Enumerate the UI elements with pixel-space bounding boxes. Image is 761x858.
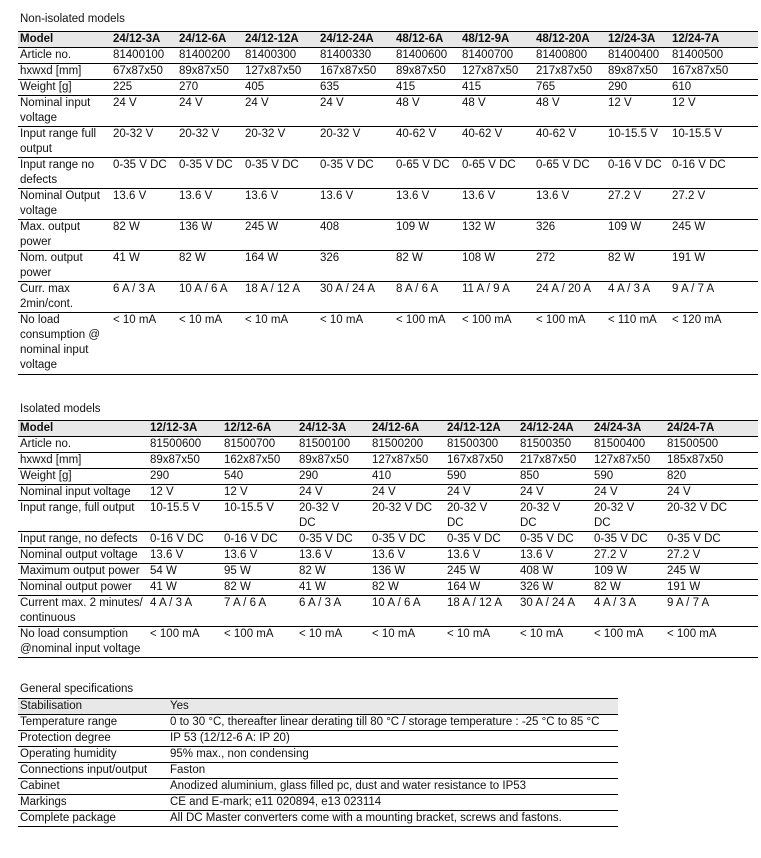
table-cell: < 100 mA: [460, 313, 534, 375]
table-cell: 10-15.5 V: [606, 127, 670, 158]
row-label: Nominal input voltage: [18, 96, 111, 127]
table-row: [18, 501, 758, 532]
table-cell: 127x87x50: [460, 64, 534, 80]
header-cell: 24/12-24A: [518, 421, 592, 437]
table-row: [18, 220, 758, 251]
table-cell: 81400330: [318, 48, 394, 64]
table-cell: 7 A / 6 A: [222, 596, 297, 627]
row-label: Input range full output: [18, 127, 111, 158]
table-cell: 81400700: [460, 48, 534, 64]
table-cell: 40-62 V: [534, 127, 606, 158]
table-cell: 4 A / 3 A: [606, 282, 670, 313]
table-row: [18, 580, 758, 596]
table-cell: 272: [534, 251, 606, 282]
header-row: [18, 32, 758, 48]
spec-label: Stabilisation: [18, 699, 168, 715]
table-row: [18, 282, 758, 313]
table-cell: 164 W: [445, 580, 518, 596]
table-cell: 20-32 V DC: [297, 501, 370, 532]
table-cell: 20-32 V DC: [665, 501, 758, 532]
table-cell: 0-16 V DC: [222, 532, 297, 548]
table-cell: 127x87x50: [243, 64, 318, 80]
table-cell: 30 A / 24 A: [518, 596, 592, 627]
table-cell: 127x87x50: [370, 453, 445, 469]
non-isolated-table: [18, 31, 758, 375]
general-title: General specifications: [20, 683, 134, 695]
table-cell: 89x87x50: [606, 64, 670, 80]
table-cell: 415: [394, 80, 460, 96]
table-cell: 11 A / 9 A: [460, 282, 534, 313]
row-label: No load consumption @ nominal input voltage: [18, 313, 111, 375]
table-cell: 13.6 V: [222, 548, 297, 564]
table-cell: 109 W: [394, 220, 460, 251]
table-cell: 81400500: [670, 48, 758, 64]
row-label: Weight [g]: [18, 469, 148, 485]
spec-label: Temperature range: [18, 715, 168, 731]
table-cell: 89x87x50: [148, 453, 222, 469]
table-cell: 0-35 V DC: [297, 532, 370, 548]
row-label: Nominal output power: [18, 580, 148, 596]
header-cell: 12/12-3A: [148, 421, 222, 437]
table-cell: < 110 mA: [606, 313, 670, 375]
table-cell: 24 V: [445, 485, 518, 501]
spec-value: 95% max., non condensing: [168, 747, 618, 763]
header-cell: 48/12-20A: [534, 32, 606, 48]
isolated-title: Isolated models: [20, 403, 101, 415]
table-cell: 81400800: [534, 48, 606, 64]
spec-row: [18, 699, 618, 715]
table-row: [18, 313, 758, 375]
table-cell: < 100 mA: [534, 313, 606, 375]
table-cell: 40-62 V: [394, 127, 460, 158]
table-cell: 20-32 V DC: [445, 501, 518, 532]
table-cell: 24 V: [518, 485, 592, 501]
table-row: [18, 548, 758, 564]
table-cell: 0-16 V DC: [670, 158, 758, 189]
table-cell: 109 W: [592, 564, 665, 580]
table-cell: 81500700: [222, 437, 297, 453]
table-row: [18, 532, 758, 548]
table-cell: 167x87x50: [445, 453, 518, 469]
table-cell: 9 A / 7 A: [670, 282, 758, 313]
table-cell: 290: [297, 469, 370, 485]
header-cell: 48/12-9A: [460, 32, 534, 48]
table-cell: 20-32 V DC: [592, 501, 665, 532]
table-cell: 136 W: [370, 564, 445, 580]
table-cell: 18 A / 12 A: [445, 596, 518, 627]
row-label: hxwxd [mm]: [18, 453, 148, 469]
spec-label: Markings: [18, 795, 168, 811]
table-row: [18, 48, 758, 64]
table-row: [18, 453, 758, 469]
table-cell: 81400100: [111, 48, 177, 64]
table-cell: < 10 mA: [297, 627, 370, 658]
spec-row: [18, 795, 618, 811]
table-cell: 108 W: [460, 251, 534, 282]
table-cell: < 100 mA: [222, 627, 297, 658]
spec-label: Protection degree: [18, 731, 168, 747]
table-cell: 13.6 V: [445, 548, 518, 564]
table-cell: 0-35 V DC: [370, 532, 445, 548]
table-cell: 245 W: [670, 220, 758, 251]
table-cell: 164 W: [243, 251, 318, 282]
table-cell: 13.6 V: [148, 548, 222, 564]
row-label: Input range, no defects: [18, 532, 148, 548]
table-cell: 191 W: [665, 580, 758, 596]
table-cell: 225: [111, 80, 177, 96]
table-cell: 0-35 V DC: [592, 532, 665, 548]
table-cell: 590: [592, 469, 665, 485]
table-cell: 0-35 V DC: [243, 158, 318, 189]
table-cell: < 120 mA: [670, 313, 758, 375]
table-cell: 41 W: [297, 580, 370, 596]
table-row: [18, 127, 758, 158]
table-cell: 6 A / 3 A: [111, 282, 177, 313]
table-cell: < 10 mA: [318, 313, 394, 375]
table-cell: 24 V: [592, 485, 665, 501]
table-cell: 9 A / 7 A: [665, 596, 758, 627]
spec-label: Connections input/output: [18, 763, 168, 779]
table-cell: 82 W: [394, 251, 460, 282]
table-cell: 12 V: [606, 96, 670, 127]
table-cell: 290: [148, 469, 222, 485]
table-cell: 6 A / 3 A: [297, 596, 370, 627]
table-cell: 10 A / 6 A: [370, 596, 445, 627]
header-row: [18, 421, 758, 437]
table-cell: 81500600: [148, 437, 222, 453]
table-row: [18, 437, 758, 453]
header-cell: Model: [18, 421, 148, 437]
row-label: Weight [g]: [18, 80, 111, 96]
table-cell: 0-35 V DC: [445, 532, 518, 548]
table-row: [18, 596, 758, 627]
table-cell: 820: [665, 469, 758, 485]
row-label: Article no.: [18, 48, 111, 64]
spec-label: Operating humidity: [18, 747, 168, 763]
spec-value: All DC Master converters come with a mounting bracket, screws and fastons.: [168, 811, 618, 827]
table-row: [18, 158, 758, 189]
table-cell: 82 W: [222, 580, 297, 596]
table-cell: 82 W: [177, 251, 243, 282]
spec-value: CE and E-mark; e11 020894, e13 023114: [168, 795, 618, 811]
table-cell: 89x87x50: [394, 64, 460, 80]
table-cell: 167x87x50: [670, 64, 758, 80]
spec-value: IP 53 (12/12-6 A: IP 20): [168, 731, 618, 747]
table-cell: 67x87x50: [111, 64, 177, 80]
row-label: Nom. output power: [18, 251, 111, 282]
table-cell: 850: [518, 469, 592, 485]
spec-row: [18, 731, 618, 747]
table-cell: 10-15.5 V: [670, 127, 758, 158]
table-cell: 245 W: [445, 564, 518, 580]
table-cell: 136 W: [177, 220, 243, 251]
row-label: Nominal output voltage: [18, 548, 148, 564]
table-cell: 217x87x50: [518, 453, 592, 469]
header-cell: 12/12-6A: [222, 421, 297, 437]
header-cell: 24/12-3A: [297, 421, 370, 437]
table-cell: 0-16 V DC: [606, 158, 670, 189]
table-cell: 0-16 V DC: [148, 532, 222, 548]
table-cell: 27.2 V: [592, 548, 665, 564]
table-cell: 41 W: [111, 251, 177, 282]
table-cell: 13.6 V: [534, 189, 606, 220]
table-cell: < 10 mA: [445, 627, 518, 658]
row-label: Nominal input voltage: [18, 485, 148, 501]
table-cell: 12 V: [222, 485, 297, 501]
table-cell: 0-35 V DC: [177, 158, 243, 189]
table-row: [18, 251, 758, 282]
table-cell: 13.6 V: [243, 189, 318, 220]
table-cell: 326 W: [518, 580, 592, 596]
table-cell: 405: [243, 80, 318, 96]
table-cell: 95 W: [222, 564, 297, 580]
table-cell: 12 V: [670, 96, 758, 127]
table-cell: 48 V: [460, 96, 534, 127]
spec-value: Yes: [168, 699, 618, 715]
header-cell: 24/12-12A: [243, 32, 318, 48]
table-cell: 0-65 V DC: [394, 158, 460, 189]
table-cell: 185x87x50: [665, 453, 758, 469]
general-table: [18, 698, 618, 827]
spec-row: [18, 779, 618, 795]
table-row: [18, 64, 758, 80]
row-label: Nominal Output voltage: [18, 189, 111, 220]
table-row: [18, 564, 758, 580]
table-cell: 40-62 V: [460, 127, 534, 158]
table-cell: 20-32 V: [243, 127, 318, 158]
table-cell: 191 W: [670, 251, 758, 282]
table-cell: 13.6 V: [518, 548, 592, 564]
table-cell: 245 W: [243, 220, 318, 251]
table-cell: 132 W: [460, 220, 534, 251]
table-cell: 13.6 V: [177, 189, 243, 220]
table-cell: 27.2 V: [606, 189, 670, 220]
table-cell: 109 W: [606, 220, 670, 251]
table-row: [18, 485, 758, 501]
isolated-table: [18, 420, 758, 658]
spec-value: Faston: [168, 763, 618, 779]
table-cell: 326: [534, 220, 606, 251]
table-cell: < 10 mA: [243, 313, 318, 375]
table-row: [18, 96, 758, 127]
spec-row: [18, 747, 618, 763]
table-cell: 89x87x50: [177, 64, 243, 80]
table-cell: 20-32 V: [111, 127, 177, 158]
table-cell: 24 V: [177, 96, 243, 127]
header-cell: 24/24-3A: [592, 421, 665, 437]
table-cell: 13.6 V: [318, 189, 394, 220]
table-cell: 41 W: [148, 580, 222, 596]
row-label: hxwxd [mm]: [18, 64, 111, 80]
row-label: Input range no defects: [18, 158, 111, 189]
table-cell: 81400200: [177, 48, 243, 64]
table-cell: < 10 mA: [111, 313, 177, 375]
table-cell: 82 W: [297, 564, 370, 580]
table-cell: 162x87x50: [222, 453, 297, 469]
table-cell: 408 W: [518, 564, 592, 580]
row-label: Article no.: [18, 437, 148, 453]
header-cell: 24/12-6A: [177, 32, 243, 48]
table-cell: 81500500: [665, 437, 758, 453]
table-cell: 54 W: [148, 564, 222, 580]
table-cell: 13.6 V: [111, 189, 177, 220]
table-row: [18, 469, 758, 485]
table-cell: 610: [670, 80, 758, 96]
table-cell: 82 W: [111, 220, 177, 251]
table-row: [18, 627, 758, 658]
row-label: Max. output power: [18, 220, 111, 251]
non-isolated-title: Non-isolated models: [20, 13, 125, 25]
table-cell: 290: [606, 80, 670, 96]
spec-label: Cabinet: [18, 779, 168, 795]
table-cell: 217x87x50: [534, 64, 606, 80]
spec-row: [18, 715, 618, 731]
table-cell: 13.6 V: [370, 548, 445, 564]
header-cell: 24/24-7A: [665, 421, 758, 437]
header-cell: 24/12-12A: [445, 421, 518, 437]
table-cell: 8 A / 6 A: [394, 282, 460, 313]
table-cell: 326: [318, 251, 394, 282]
header-cell: 12/24-3A: [606, 32, 670, 48]
table-cell: 81500300: [445, 437, 518, 453]
table-cell: 27.2 V: [670, 189, 758, 220]
table-cell: 81400400: [606, 48, 670, 64]
table-cell: 20-32 V DC: [518, 501, 592, 532]
table-cell: < 100 mA: [394, 313, 460, 375]
row-label: No load consumption @nominal input voltage: [18, 627, 148, 658]
table-cell: 635: [318, 80, 394, 96]
table-cell: 27.2 V: [665, 548, 758, 564]
table-cell: 0-65 V DC: [460, 158, 534, 189]
table-cell: < 100 mA: [665, 627, 758, 658]
table-cell: 0-35 V DC: [665, 532, 758, 548]
row-label: Input range, full output: [18, 501, 148, 532]
header-cell: 24/12-24A: [318, 32, 394, 48]
table-cell: 20-32 V: [318, 127, 394, 158]
header-cell: 24/12-6A: [370, 421, 445, 437]
table-cell: 0-35 V DC: [111, 158, 177, 189]
table-cell: 30 A / 24 A: [318, 282, 394, 313]
table-cell: 540: [222, 469, 297, 485]
table-cell: 82 W: [606, 251, 670, 282]
table-cell: 18 A / 12 A: [243, 282, 318, 313]
table-cell: < 100 mA: [592, 627, 665, 658]
table-cell: 10-15.5 V: [148, 501, 222, 532]
header-cell: 48/12-6A: [394, 32, 460, 48]
table-cell: 81500100: [297, 437, 370, 453]
table-cell: 415: [460, 80, 534, 96]
table-cell: 81500350: [518, 437, 592, 453]
header-cell: 24/12-3A: [111, 32, 177, 48]
table-cell: < 10 mA: [177, 313, 243, 375]
table-cell: 82 W: [592, 580, 665, 596]
spec-value: 0 to 30 °C, thereafter linear derating till 80 °C / storage temperature : -25 °C to 85 °C: [168, 715, 618, 731]
header-cell: 12/24-7A: [670, 32, 758, 48]
table-row: [18, 189, 758, 220]
table-cell: < 10 mA: [370, 627, 445, 658]
table-cell: 81500400: [592, 437, 665, 453]
row-label: Curr. max 2min/cont.: [18, 282, 111, 313]
table-cell: 24 V: [111, 96, 177, 127]
table-cell: 24 V: [665, 485, 758, 501]
table-cell: 4 A / 3 A: [148, 596, 222, 627]
spec-row: [18, 763, 618, 779]
table-cell: 24 V: [297, 485, 370, 501]
spec-label: Complete package: [18, 811, 168, 827]
table-cell: 81500200: [370, 437, 445, 453]
row-label: Current max. 2 minutes/ continuous: [18, 596, 148, 627]
table-cell: 24 A / 20 A: [534, 282, 606, 313]
table-cell: 24 V: [370, 485, 445, 501]
table-cell: 765: [534, 80, 606, 96]
table-cell: 89x87x50: [297, 453, 370, 469]
row-label: Maximum output power: [18, 564, 148, 580]
table-cell: 20-32 V DC: [370, 501, 445, 532]
table-cell: 13.6 V: [394, 189, 460, 220]
header-cell: Model: [18, 32, 111, 48]
table-cell: 4 A / 3 A: [592, 596, 665, 627]
table-cell: < 100 mA: [148, 627, 222, 658]
table-cell: 590: [445, 469, 518, 485]
table-cell: 13.6 V: [460, 189, 534, 220]
table-cell: 0-35 V DC: [518, 532, 592, 548]
table-cell: < 10 mA: [518, 627, 592, 658]
table-cell: 81400600: [394, 48, 460, 64]
spec-value: Anodized aluminium, glass filled pc, dust and water resistance to IP53: [168, 779, 618, 795]
table-cell: 82 W: [370, 580, 445, 596]
table-cell: 10-15.5 V: [222, 501, 297, 532]
table-cell: 12 V: [148, 485, 222, 501]
table-cell: 81400300: [243, 48, 318, 64]
table-cell: 167x87x50: [318, 64, 394, 80]
spec-row: [18, 811, 618, 827]
table-cell: 127x87x50: [592, 453, 665, 469]
table-cell: 245 W: [665, 564, 758, 580]
table-cell: 48 V: [394, 96, 460, 127]
table-cell: 0-35 V DC: [318, 158, 394, 189]
table-cell: 408: [318, 220, 394, 251]
table-cell: 410: [370, 469, 445, 485]
table-cell: 10 A / 6 A: [177, 282, 243, 313]
table-row: [18, 80, 758, 96]
table-cell: 20-32 V: [177, 127, 243, 158]
table-cell: 13.6 V: [297, 548, 370, 564]
table-cell: 0-65 V DC: [534, 158, 606, 189]
table-cell: 24 V: [243, 96, 318, 127]
table-cell: 48 V: [534, 96, 606, 127]
table-cell: 24 V: [318, 96, 394, 127]
table-cell: 270: [177, 80, 243, 96]
